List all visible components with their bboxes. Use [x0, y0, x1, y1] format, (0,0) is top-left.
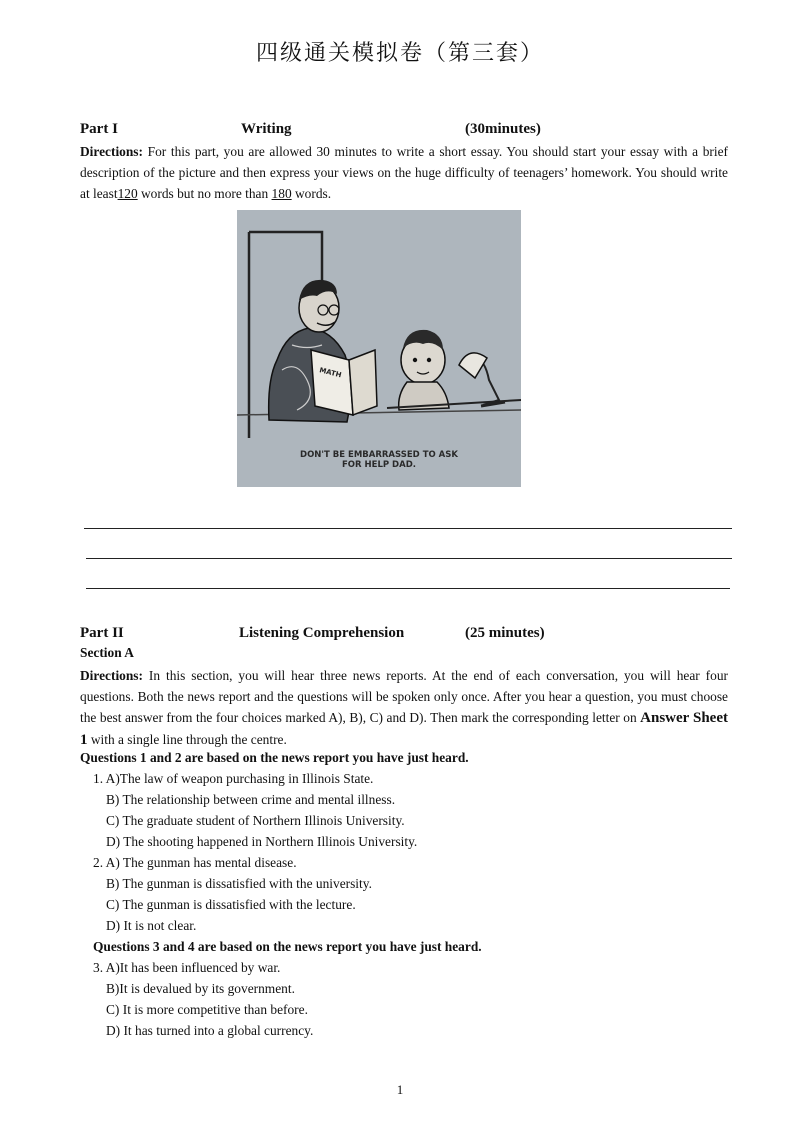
part2-directions-label: Directions: — [80, 668, 143, 683]
part2-directions-text: In this section, you will hear three news reports. At the end of each conversation, you will hear four questions. Both the news report and the questions will be spoken only once. After you hear a question, you must choose the best answer from the four choices marked A), B), C) and D). Then mark the corresponding letter on — [80, 668, 728, 725]
max-words: 180 — [271, 186, 292, 201]
part2-label: Part II — [80, 625, 124, 641]
q2-option-c: C) The gunman is dissatisfied with the lecture. — [106, 897, 356, 912]
part2-directions-end: with a single line through the centre. — [87, 732, 287, 747]
part1-name: Writing — [241, 121, 292, 137]
q1-option-d: D) The shooting happened in Northern Illinois University. — [106, 834, 418, 849]
cartoon-image — [237, 210, 521, 487]
part1-directions — [80, 141, 728, 204]
question-group-heading: Questions 1 and 2 are based on the news report you have just heard. — [80, 750, 469, 765]
q1-option-c: C) The graduate student of Northern Illinois University. — [106, 813, 405, 828]
part1-directions-post: words. — [291, 186, 332, 201]
q3-option-a: 3. A)It has been influenced by war. — [93, 960, 281, 975]
q1-option-b: B) The relationship between crime and mental illness. — [106, 792, 396, 807]
writing-line-2[interactable] — [86, 558, 732, 559]
q3-option-b: B)It is devalued by its government. — [106, 981, 295, 996]
part2-name: Listening Comprehension — [239, 625, 405, 641]
part2-directions — [80, 665, 728, 751]
page-number: 1 — [396, 1082, 404, 1097]
part1-directions-mid: words but no more than — [137, 186, 272, 201]
answer-sheet-label: Answer Sheet 1 — [80, 710, 728, 748]
cartoon-caption — [237, 450, 521, 470]
writing-line-1[interactable] — [84, 528, 732, 529]
q3-option-d: D) It has turned into a global currency. — [106, 1023, 314, 1038]
part1-time: (30minutes) — [465, 121, 541, 137]
cartoon-drawing — [237, 210, 521, 487]
q2-option-b: B) The gunman is dissatisfied with the university. — [106, 876, 372, 891]
book-label: MATH — [318, 366, 343, 380]
page-title: 四级通关模拟卷（第三套） — [255, 41, 544, 66]
section-a-label: Section A — [80, 645, 134, 660]
writing-line-3[interactable] — [86, 588, 730, 589]
q1-option-a: 1. A)The law of weapon purchasing in Illinois State. — [93, 771, 374, 786]
question-group-heading: Questions 3 and 4 are based on the news report you have just heard. — [93, 939, 482, 954]
part2-time: (25 minutes) — [465, 625, 545, 641]
q2-option-a: 2. A) The gunman has mental disease. — [93, 855, 297, 870]
caption-line-1: DON'T BE EMBARRASSED TO ASK — [300, 450, 458, 460]
min-words: 120 — [117, 186, 138, 201]
q3-option-c: C) It is more competitive than before. — [106, 1002, 308, 1017]
q2-option-d: D) It is not clear. — [106, 918, 197, 933]
part1-label: Part I — [80, 121, 118, 137]
part1-directions-label: Directions: — [80, 144, 143, 159]
part1-directions-pre: For this part, you are allowed 30 minutes to write a short essay. You should start your essay with a brief description of the picture and then express your views on the huge difficulty of teenagers’ homework. You should write at least — [80, 144, 728, 201]
caption-line-2: FOR HELP DAD. — [342, 460, 416, 470]
